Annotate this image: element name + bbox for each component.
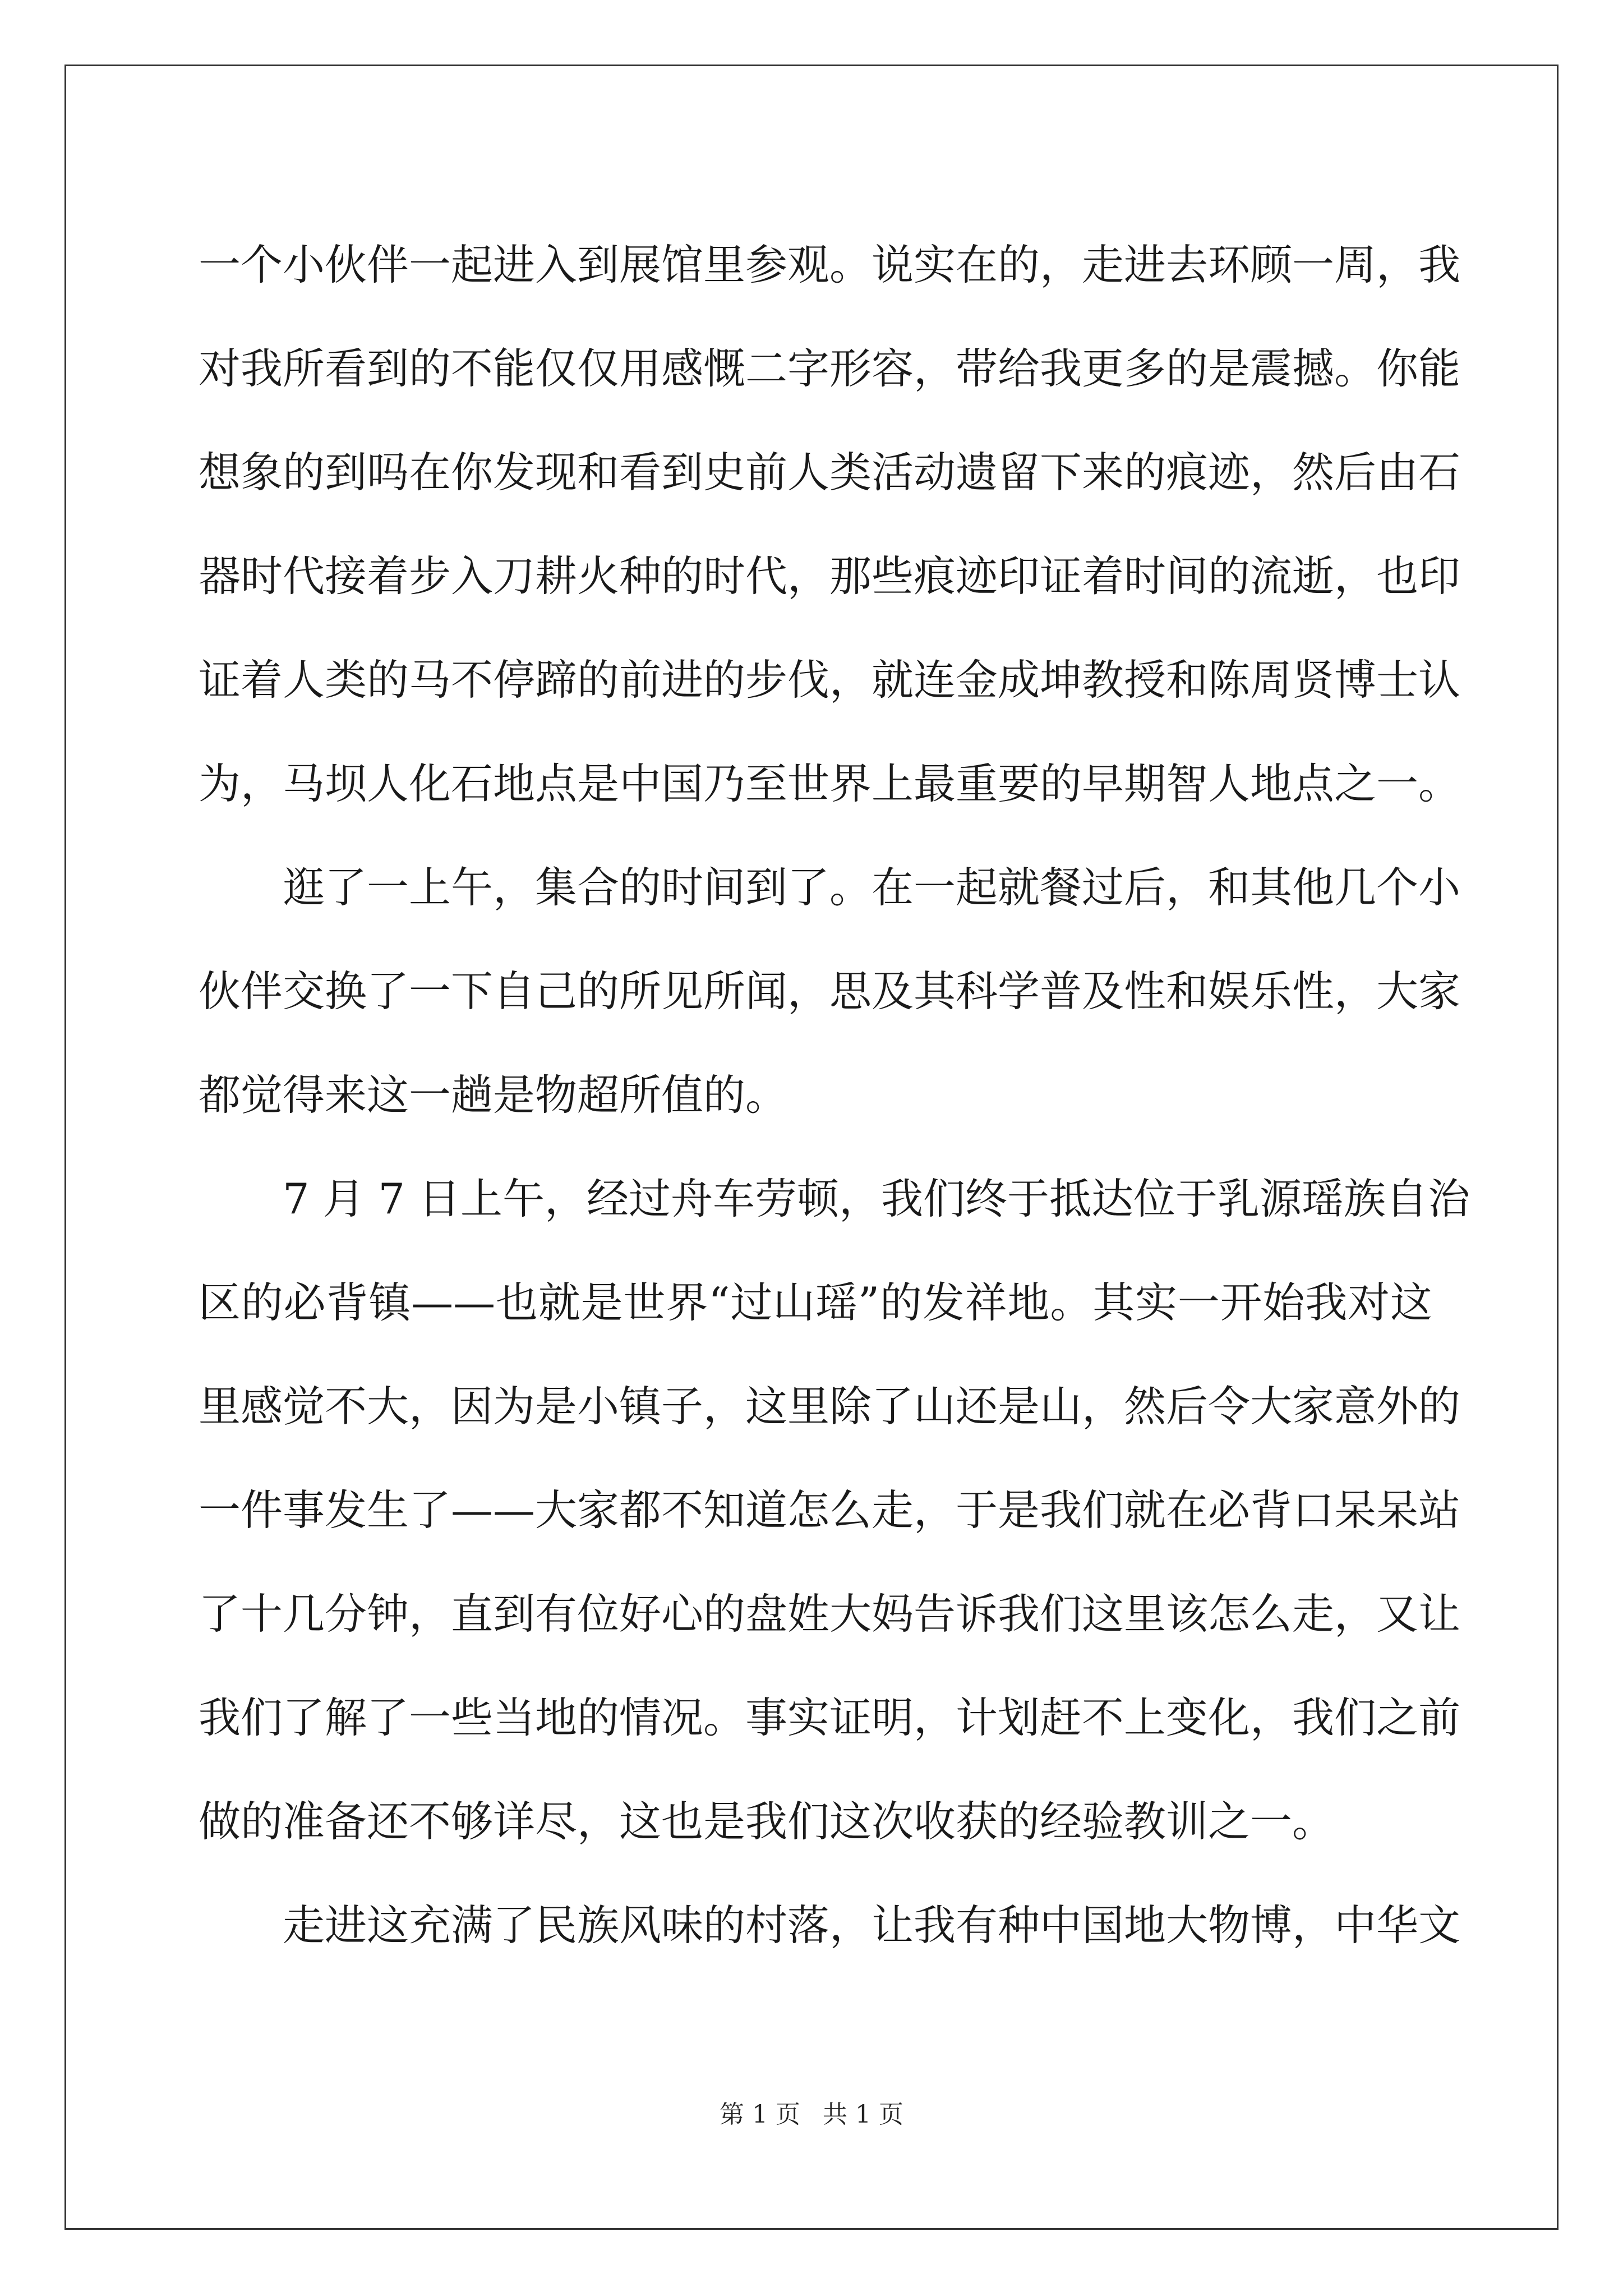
text-line: 走进这充满了民族风味的村落，让我有种中国地大物博，中华文 (283, 1901, 1461, 1950)
text-line: 对我所看到的不能仅仅用感慨二字形容，带给我更多的是震撼。你能 (199, 344, 1461, 393)
page-footer (0, 2098, 1623, 2132)
text-line: 做的准备还不够详尽，这也是我们这次收获的经验教训之一。 (199, 1797, 1335, 1846)
text-line: 器时代接着步入刀耕火种的时代，那些痕迹印证着时间的流逝，也印 (199, 551, 1461, 601)
text-line: 一件事发生了——大家都不知道怎么走，于是我们就在必背口呆呆站 (199, 1485, 1461, 1535)
text-line: 逛了一上午，集合的时间到了。在一起就餐过后，和其他几个小 (283, 863, 1461, 912)
text-line: 里感觉不大，因为是小镇子，这里除了山还是山，然后令大家意外的 (199, 1382, 1461, 1431)
text-line: 了十几分钟，直到有位好心的盘姓大妈告诉我们这里该怎么走，又让 (199, 1589, 1461, 1639)
document-body (199, 213, 1470, 1977)
text-line: 我们了解了一些当地的情况。事实证明，计划赶不上变化，我们之前 (199, 1693, 1461, 1742)
page-total: 共 1 页 (823, 2100, 903, 2129)
text-line: 想象的到吗在你发现和看到史前人类活动遗留下来的痕迹，然后由石 (199, 448, 1461, 497)
text-line: 都觉得来这一趟是物超所值的。 (199, 1070, 788, 1120)
text-line: 证着人类的马不停蹄的前进的步伐，就连金成坤教授和陈周贤博士认 (199, 655, 1461, 705)
text-line: 一个小伙伴一起进入到展馆里参观。说实在的，走进去环顾一周，我 (199, 240, 1461, 289)
text-line: 伙伴交换了一下自己的所见所闻，思及其科学普及性和娱乐性，大家 (199, 967, 1461, 1016)
text-line: 为，马坝人化石地点是中国乃至世界上最重要的早期智人地点之一。 (199, 759, 1461, 808)
page-number: 第 1 页 (720, 2100, 800, 2129)
text-line: 7 月 7 日上午，经过舟车劳顿，我们终于抵达位于乳源瑶族自治 (283, 1174, 1470, 1223)
text-line: 区的必背镇——也就是世界“过山瑶”的发祥地。其实一开始我对这 (199, 1278, 1432, 1327)
